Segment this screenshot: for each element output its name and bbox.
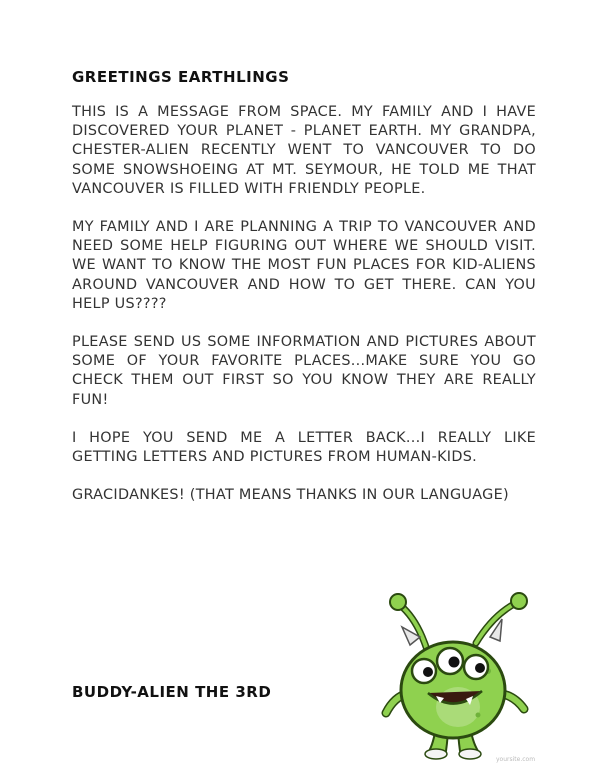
paragraph-reply: I HOPE YOU SEND ME A LETTER BACK...I REALLY LIKE GETTING LETTERS AND PICTURES FROM HUMAN-KIDS.	[72, 429, 536, 466]
letter-signature: BUDDY-ALIEN THE 3RD	[72, 683, 272, 701]
paragraph-thanks: GRACIDANKES! (THAT MEANS THANKS IN OUR LANGUAGE)	[72, 487, 509, 504]
illustration-watermark: yoursite.com	[496, 756, 536, 763]
letter-body	[72, 103, 536, 524]
letter-greeting: GREETINGS EARTHLINGS	[72, 68, 290, 86]
green-alien-monster-icon	[378, 575, 538, 765]
paragraph-request: PLEASE SEND US SOME INFORMATION AND PICTURES ABOUT SOME OF YOUR FAVORITE PLACES...MAKE SURE YOU GO CHECK THEM OUT FIRST SO YOU KNOW THEY ARE REALLY FUN!	[72, 334, 536, 408]
paragraph-trip: MY FAMILY AND I ARE PLANNING A TRIP TO VANCOUVER AND NEED SOME HELP FIGURING OUT WHERE WE SHOULD VISIT. WE WANT TO KNOW THE MOST FUN PLACES FOR KID-ALIENS AROUND VANCOUVER AND HOW TO GET THERE. CAN YOU HELP US????	[72, 219, 536, 312]
paragraph-intro: THIS IS A MESSAGE FROM SPACE. MY FAMILY AND I HAVE DISCOVERED YOUR PLANET - PLANET EARTH. MY GRANDPA, CHESTER-ALIEN RECENTLY WENT TO VANCOUVER TO DO SOME SNOWSHOEING AT MT. SEYMOUR, HE TOLD ME THAT VANCOUVER IS FILLED WITH FRIENDLY PEOPLE.	[72, 104, 536, 197]
